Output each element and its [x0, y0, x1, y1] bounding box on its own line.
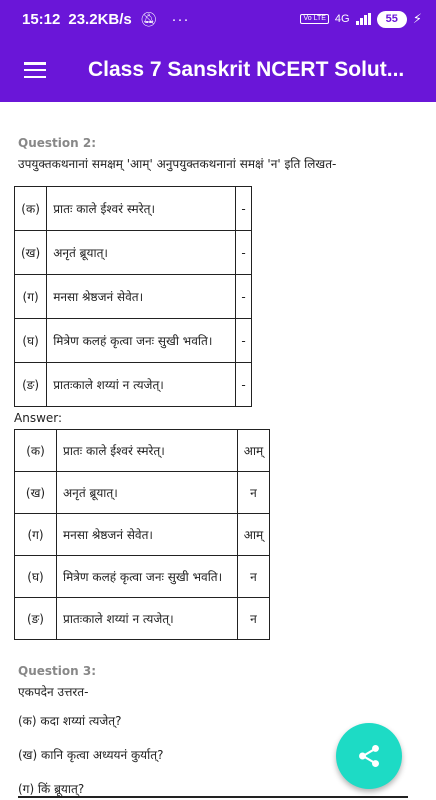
table-row	[15, 598, 270, 640]
row-mark: -	[236, 231, 252, 275]
network-type: 4G	[334, 13, 350, 25]
status-icons	[300, 11, 422, 28]
row-number: (ख)	[15, 231, 47, 275]
row-number: (क)	[15, 187, 47, 231]
answer-label: Answer:	[14, 411, 63, 425]
row-number: (ग)	[15, 514, 57, 556]
table-row	[15, 472, 270, 514]
more-notifications-indicator: ···	[171, 10, 190, 28]
hamburger-menu-button[interactable]	[0, 38, 70, 102]
table-row	[15, 187, 252, 231]
row-number: (घ)	[15, 319, 47, 363]
row-statement: प्रातः काले ईश्वरं स्मरेत्।	[47, 187, 236, 231]
row-answer: न	[238, 556, 270, 598]
row-mark: -	[236, 275, 252, 319]
row-statement: अनृतं ब्रूयात्।	[57, 472, 238, 514]
charging-icon: ⚡︎	[412, 11, 422, 26]
row-statement: अनृतं ब्रूयात्।	[47, 231, 236, 275]
row-statement: प्रातः काले ईश्वरं स्मरेत्।	[57, 430, 238, 472]
table-row	[15, 363, 252, 407]
row-answer: न	[238, 472, 270, 514]
question-3-label: Question 3:	[18, 664, 96, 678]
question-2-table	[14, 186, 252, 407]
battery-level: 55	[377, 11, 407, 28]
row-statement: प्रातःकाले शय्यां न त्यजेत्।	[57, 598, 238, 640]
status-time: 15:12	[22, 10, 61, 28]
row-statement: प्रातःकाले शय्यां न त्यजेत्।	[47, 363, 236, 407]
table-row	[15, 231, 252, 275]
row-statement: मित्रेण कलहं कृत्वा जनः सुखी भवति।	[47, 319, 236, 363]
row-statement: मनसा श्रेष्ठजनं सेवेत।	[47, 275, 236, 319]
row-statement: मनसा श्रेष्ठजनं सेवेत।	[57, 514, 238, 556]
signal-strength-icon	[356, 13, 371, 25]
table-row	[15, 319, 252, 363]
row-answer: आम्	[238, 430, 270, 472]
sub-question: (ख) कानि कृत्वा अध्ययनं कुर्यात्?	[18, 748, 164, 762]
answer-table	[14, 429, 270, 640]
hamburger-menu-icon	[24, 62, 46, 78]
row-number: (ख)	[15, 472, 57, 514]
row-number: (घ)	[15, 556, 57, 598]
row-mark: -	[236, 187, 252, 231]
sub-question: (क) कदा शय्यां त्यजेत्?	[18, 714, 122, 728]
status-bar	[0, 0, 436, 38]
network-speed: 23.2KB/s	[68, 10, 132, 28]
row-mark: -	[236, 363, 252, 407]
share-fab-button[interactable]	[336, 723, 402, 789]
share-icon	[356, 743, 382, 769]
app-bar	[0, 38, 436, 102]
row-statement: मित्रेण कलहं कृत्वा जनः सुखी भवति।	[57, 556, 238, 598]
muted-bell-icon: 🔕︎	[139, 10, 158, 27]
row-number: (ङ)	[15, 363, 47, 407]
row-number: (क)	[15, 430, 57, 472]
table-row	[15, 275, 252, 319]
content-area[interactable]	[0, 102, 436, 800]
table-row	[15, 430, 270, 472]
question-3-instruction: एकपदेन उत्तरत-	[18, 685, 89, 699]
table-row	[15, 514, 270, 556]
question-2-instruction: उपयुक्तकथनानां समक्षम् 'आम्' अनुपयुक्तकथनानां समक्षं 'न' इति लिखत-	[18, 157, 337, 171]
content-divider	[18, 796, 408, 798]
sub-question: (ग) किं ब्रूयात्?	[18, 782, 85, 796]
question-2-label: Question 2:	[18, 136, 96, 150]
row-answer: न	[238, 598, 270, 640]
volte-icon: Vo LTE	[300, 14, 328, 24]
row-number: (ङ)	[15, 598, 57, 640]
app-title: Class 7 Sanskrit NCERT Solut...	[88, 58, 405, 81]
row-answer: आम्	[238, 514, 270, 556]
table-row	[15, 556, 270, 598]
row-mark: -	[236, 319, 252, 363]
row-number: (ग)	[15, 275, 47, 319]
